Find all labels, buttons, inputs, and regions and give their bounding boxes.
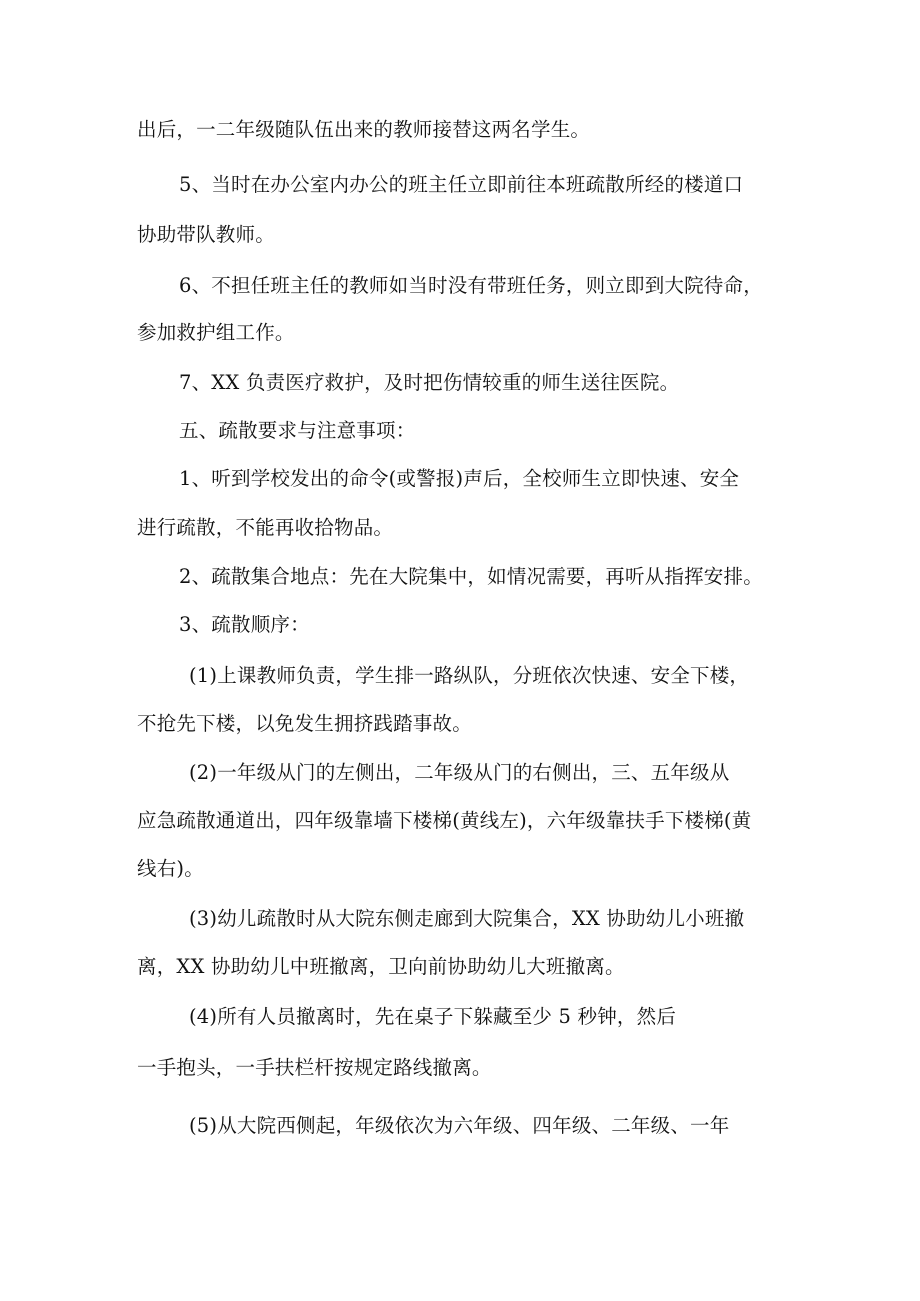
text-line: 应急疏散通道出，四年级靠墙下楼梯(黄线左)，六年级靠扶手下楼梯(黄 (137, 809, 752, 832)
text-line: 7、XX 负责医疗救护，及时把伤情较重的师生送往医院。 (179, 371, 680, 394)
text-line: 2、疏散集合地点：先在大院集中，如情况需要，再听从指挥安排。 (179, 565, 763, 588)
text-line: 1、听到学校发出的命令(或警报)声后，全校师生立即快速、安全 (179, 467, 740, 490)
text-line: (3)幼儿疏散时从大院东侧走廊到大院集合，XX 协助幼儿小班撤 (189, 907, 745, 930)
text-line: 6、不担任班主任的教师如当时没有带班任务，则立即到大院待命， (179, 274, 763, 297)
text-line: 一手抱头，一手扶栏杆按规定路线撤离。 (137, 1056, 492, 1079)
section-heading: 五、疏散要求与注意事项： (179, 419, 416, 442)
text-line: 5、当时在办公室内办公的班主任立即前往本班疏散所经的楼道口 (179, 173, 744, 196)
text-line: 不抢先下楼，以免发生拥挤践踏事故。 (137, 712, 472, 735)
text-line: (5)从大院西侧起，年级依次为六年级、四年级、二年级、一年 (189, 1114, 730, 1137)
text-line: (4)所有人员撤离时，先在桌子下躲藏至少 5 秒钟，然后 (189, 1005, 677, 1028)
text-line: 线右)。 (137, 857, 204, 880)
text-line: 离，XX 协助幼儿中班撤离，卫向前协助幼儿大班撤离。 (137, 955, 625, 978)
text-line: 协助带队教师。 (137, 223, 275, 246)
text-line: 3、疏散顺序： (179, 613, 310, 636)
text-line: (2)一年级从门的左侧出，二年级从门的右侧出，三、五年级从 (189, 761, 730, 784)
text-line: 进行疏散，不能再收拾物品。 (137, 516, 394, 539)
text-line: 出后，一二年级随队伍出来的教师接替这两名学生。 (137, 118, 591, 141)
text-line: 参加救护组工作。 (137, 321, 295, 344)
text-line: (1)上课教师负责，学生排一路纵队，分班依次快速、安全下楼， (189, 664, 750, 687)
